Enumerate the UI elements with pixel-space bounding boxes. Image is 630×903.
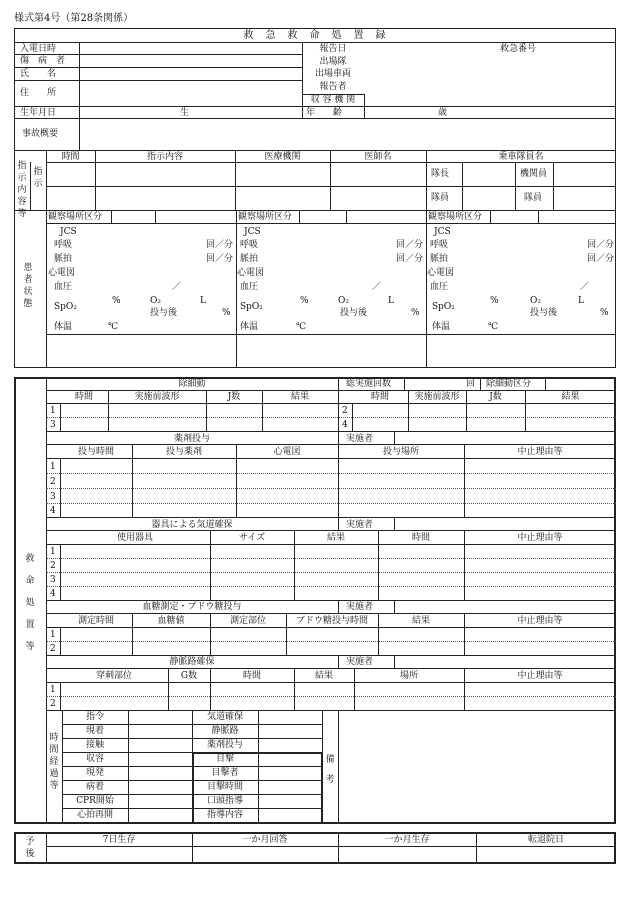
airway-device-label: 使用器具 [116,533,153,543]
defib-row-4: 4 [342,420,348,430]
spo2-pct-2: % [300,296,309,306]
tl-right-3: 目撃 [215,754,234,764]
after-label-2: 投与後 [340,308,368,318]
tl-left-1: 現着 [85,726,104,736]
birthdate-label: 生年月日 [20,108,57,118]
glucose-row-2: 2 [50,644,56,654]
iv-row-2: 2 [50,699,56,709]
call-datetime-label: 入電日時 [20,44,57,54]
ecg-label-2: 心電図 [237,268,265,278]
accident-label: 事故概要 [22,129,59,139]
bp-label-1: 血圧 [54,282,73,292]
drug-time-label: 投与時間 [77,447,114,457]
iv-stop-label: 中止理由等 [517,671,563,681]
defib-time2-label: 時間 [370,392,389,402]
form-title: 救 急 救 命 処 置 録 [243,30,387,41]
airway-row-2: 2 [50,561,56,571]
defib-result-label: 結果 [290,392,309,402]
liter-label-1: L [200,296,206,306]
bp-label-2: 血圧 [240,282,259,292]
age-unit-label: 歳 [438,108,448,118]
bp-slash-1: ／ [172,282,182,292]
after-pct-2: % [411,308,420,318]
pulse-unit-1: 回／分 [206,254,234,264]
tl-left-3: 収容 [85,754,104,764]
tl-left-6: CPR開始 [76,796,114,806]
o2-label-1: O₂ [150,296,161,306]
airway-row-4: 4 [50,589,56,599]
iv-place-label: 場所 [399,671,418,681]
iv-result-label: 結果 [314,671,333,681]
tl-left-2: 接触 [85,740,104,750]
liter-label-2: L [388,296,394,306]
o2-label-3: O₂ [530,296,541,306]
spo2-label-1: SpO₂ [54,302,77,312]
airway-result-label: 結果 [326,533,345,543]
defib-total-label: 総実施回数 [346,379,392,389]
address-label: 住 所 [20,88,57,98]
name-label: 氏 名 [20,69,57,79]
resp-label-1: 呼吸 [54,240,73,250]
member2-label: 隊員 [524,193,543,203]
drug-site-label: 投与場所 [382,447,419,457]
tl-right-0: 気道確保 [206,712,243,722]
spo2-label-2: SpO₂ [240,302,263,312]
defib-joule-label: J数 [227,392,241,402]
glucose-result-label: 結果 [411,616,430,626]
pulse-label-3: 脈拍 [430,254,449,264]
inst-content-label: 指示内容 [146,152,183,162]
tl-right-7: 指導内容 [206,810,243,820]
jcs-label-1: JCS [60,227,77,237]
defib-row-2: 2 [342,406,348,416]
tl-right-2: 薬剤投与 [206,740,243,750]
drug-stop-label: 中止理由等 [517,447,563,457]
temp-label-3: 体温 [432,322,451,332]
airway-time-label: 時間 [411,533,430,543]
bp-slash-2: ／ [372,282,382,292]
drug-drug-label: 投与薬剤 [165,447,202,457]
treatment-side-label: 救命処置等 [25,554,35,652]
after-pct-3: % [600,308,609,318]
temp-unit-2: ℃ [296,322,307,332]
form-id: 様式第4号（第28条関係） [14,13,134,24]
defib-time-label: 時間 [74,392,93,402]
tl-left-5: 病着 [85,782,104,792]
drug-row-4: 4 [50,506,56,516]
prognosis-col-1: 一か月回答 [242,835,288,845]
dispatch-unit-label: 出場隊 [319,57,347,67]
drug-ecg-label: 心電図 [273,447,301,457]
iv-gauge-label: G数 [180,671,198,681]
resp-unit-2: 回／分 [396,240,424,250]
resp-label-3: 呼吸 [430,240,449,250]
birth-unit-label: 生 [180,108,190,118]
pulse-label-2: 脈拍 [240,254,259,264]
engineer-label: 機関員 [520,169,548,179]
iv-title: 静脈路確保 [169,657,215,667]
tl-left-4: 現発 [85,768,104,778]
pulse-unit-2: 回／分 [396,254,424,264]
member1-label: 隊員 [431,193,450,203]
resp-label-2: 呼吸 [240,240,259,250]
airway-title: 器具による気道確保 [151,520,233,530]
defib-class-label: 除細動区分 [486,379,532,389]
patient-label: 傷 病 者 [20,56,66,66]
drug-row-3: 3 [50,492,56,502]
after-pct-1: % [222,308,231,318]
drug-title: 薬剤投与 [173,434,210,444]
after-label-1: 投与後 [150,308,178,318]
spo2-pct-1: % [112,296,121,306]
glucose-row-1: 1 [50,630,56,640]
inst-crew-label: 乗車隊員名 [498,152,544,162]
airway-row-1: 1 [50,547,56,557]
timeline-side-label: 時間経過等 [49,733,59,791]
prognosis-col-2: 一か月生存 [384,835,430,845]
obs-place-label-1: 観察場所区分 [48,212,103,222]
report-date-label: 報告日 [319,44,347,54]
instruction-side-label: 指示内容等 [17,161,27,219]
temp-unit-3: ℃ [488,322,499,332]
captain-label: 隊長 [431,169,450,179]
airway-row-3: 3 [50,575,56,585]
temp-label-1: 体温 [54,322,73,332]
reporter-label: 報告者 [319,82,347,92]
defib-result2-label: 結果 [561,392,580,402]
bp-slash-3: ／ [580,282,590,292]
drug-row-2: 2 [50,477,56,487]
tl-left-0: 指令 [85,712,104,722]
liter-label-3: L [578,296,584,306]
spo2-label-3: SpO₂ [432,302,455,312]
temp-label-2: 体温 [240,322,259,332]
pulse-label-1: 脈拍 [54,254,73,264]
hospital-label: 収 容 機 関 [310,95,356,105]
defib-row-1: 1 [50,406,56,416]
glucose-title: 血糖測定・ブドウ糖投与 [142,602,242,612]
obs-place-label-2: 観察場所区分 [238,212,293,222]
instruction-sub-label: 指示 [33,167,43,189]
glucose-operator-label: 実施者 [346,602,374,612]
after-label-3: 投与後 [530,308,558,318]
prognosis-side-label: 予後 [25,837,35,859]
ecg-label-1: 心電図 [48,268,76,278]
defib-times-label: 回 [466,379,476,389]
pulse-unit-3: 回／分 [587,254,615,264]
glucose-value-label: 血糖値 [157,616,185,626]
iv-time-label: 時間 [242,671,261,681]
resp-unit-3: 回／分 [587,240,615,250]
emergency-no-label: 救急番号 [500,44,537,54]
iv-site-label: 穿刺部位 [95,671,132,681]
defib-row-3: 3 [50,420,56,430]
glucose-stop-label: 中止理由等 [517,616,563,626]
iv-operator-label: 実施者 [346,657,374,667]
dispatch-vehicle-label: 出場車両 [314,69,351,79]
tl-right-1: 静脈路 [211,726,239,736]
tl-right-6: 口頭指導 [206,796,243,806]
prognosis-col-3: 転退院日 [527,835,564,845]
glucose-mtime-label: 測定時間 [77,616,114,626]
tl-left-7: 心拍再開 [76,810,113,820]
tl-right-4: 目撃者 [211,768,239,778]
inst-med-label: 医療機関 [264,152,301,162]
o2-label-2: O₂ [338,296,349,306]
temp-unit-1: ℃ [108,322,119,332]
prognosis-col-0: 7日生存 [102,835,136,845]
patient-state-side-label: 患者状態 [23,263,33,309]
defib-prewave2-label: 実施前波形 [414,392,460,402]
jcs-label-3: JCS [434,227,451,237]
defib-title: 除細動 [178,379,206,389]
spo2-pct-3: % [490,296,499,306]
defib-prewave-label: 実施前波形 [134,392,180,402]
airway-stop-label: 中止理由等 [517,533,563,543]
airway-operator-label: 実施者 [346,520,374,530]
jcs-label-2: JCS [244,227,261,237]
age-label: 年 齢 [306,108,343,118]
inst-time-label: 時間 [61,152,80,162]
drug-operator-label: 実施者 [346,434,374,444]
iv-row-1: 1 [50,685,56,695]
airway-size-label: サイズ [238,533,266,543]
defib-joule2-label: J数 [489,392,502,402]
resp-unit-1: 回／分 [206,240,234,250]
glucose-gtime-label: ブドウ糖投与時間 [295,616,368,626]
tl-right-5: 目撃時間 [206,782,243,792]
remarks-label: 備考 [325,755,335,785]
ecg-label-3: 心電図 [427,268,455,278]
obs-place-label-3: 観察場所区分 [428,212,483,222]
inst-doctor-label: 医師名 [364,152,392,162]
glucose-site-label: 測定部位 [229,616,266,626]
bp-label-3: 血圧 [430,282,449,292]
drug-row-1: 1 [50,462,56,472]
